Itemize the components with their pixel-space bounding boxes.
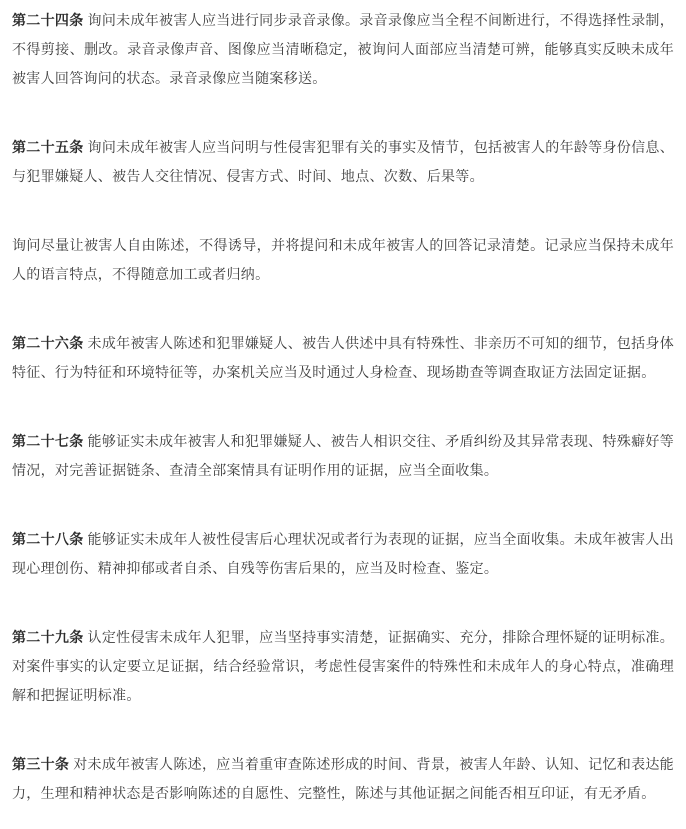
article-number: 第三十条 [12, 757, 70, 773]
article-29-paragraph [12, 624, 674, 711]
article-text: 询问未成年被害人应当进行同步录音录像。录音录像应当全程不间断进行，不得选择性录制，不得剪接、删改。录音录像声音、图像应当清晰稳定，被询问人面部应当清楚可辨，能够真实反映未成年被害人回答询问的状态。录音录像应当随案移送。 [12, 13, 674, 87]
article-26-paragraph [12, 330, 674, 388]
article-28-paragraph [12, 526, 674, 584]
article-text: 能够证实未成年人被性侵害后心理状况或者行为表现的证据，应当全面收集。未成年被害人出现心理创伤、精神抑郁或者自杀、自残等伤害后果的，应当及时检查、鉴定。 [12, 532, 674, 577]
article-number: 第二十七条 [12, 434, 84, 450]
article-24-paragraph [12, 7, 674, 94]
article-number: 第二十四条 [12, 13, 84, 29]
article-30-paragraph [12, 751, 674, 809]
article-number: 第二十五条 [12, 140, 84, 156]
article-number: 第二十八条 [12, 532, 84, 548]
article-25-paragraph [12, 134, 674, 192]
article-number: 第二十九条 [12, 630, 84, 646]
article-text: 询问尽量让被害人自由陈述，不得诱导，并将提问和未成年被害人的回答记录清楚。记录应当保持未成年人的语言特点，不得随意加工或者归纳。 [12, 238, 674, 283]
article-number: 第二十六条 [12, 336, 84, 352]
article-text: 对未成年被害人陈述，应当着重审查陈述形成的时间、背景，被害人年龄、认知、记忆和表达能力，生理和精神状态是否影响陈述的自愿性、完整性，陈述与其他证据之间能否相互印证，有无矛盾。 [12, 757, 674, 802]
article-text: 未成年被害人陈述和犯罪嫌疑人、被告人供述中具有特殊性、非亲历不可知的细节，包括身体特征、行为特征和环境特征等，办案机关应当及时通过人身检查、现场勘查等调查取证方法固定证据。 [12, 336, 674, 381]
article-25-continuation-paragraph [12, 232, 674, 290]
article-text: 认定性侵害未成年人犯罪，应当坚持事实清楚，证据确实、充分，排除合理怀疑的证明标准。对案件事实的认定要立足证据，结合经验常识，考虑性侵害案件的特殊性和未成年人的身心特点，准确理解和把握证明标准。 [12, 630, 674, 704]
article-text: 能够证实未成年被害人和犯罪嫌疑人、被告人相识交往、矛盾纠纷及其异常表现、特殊癖好等情况，对完善证据链条、查清全部案情具有证明作用的证据，应当全面收集。 [12, 434, 674, 479]
article-text: 询问未成年被害人应当问明与性侵害犯罪有关的事实及情节，包括被害人的年龄等身份信息、与犯罪嫌疑人、被告人交往情况、侵害方式、时间、地点、次数、后果等。 [12, 140, 674, 185]
article-27-paragraph [12, 428, 674, 486]
